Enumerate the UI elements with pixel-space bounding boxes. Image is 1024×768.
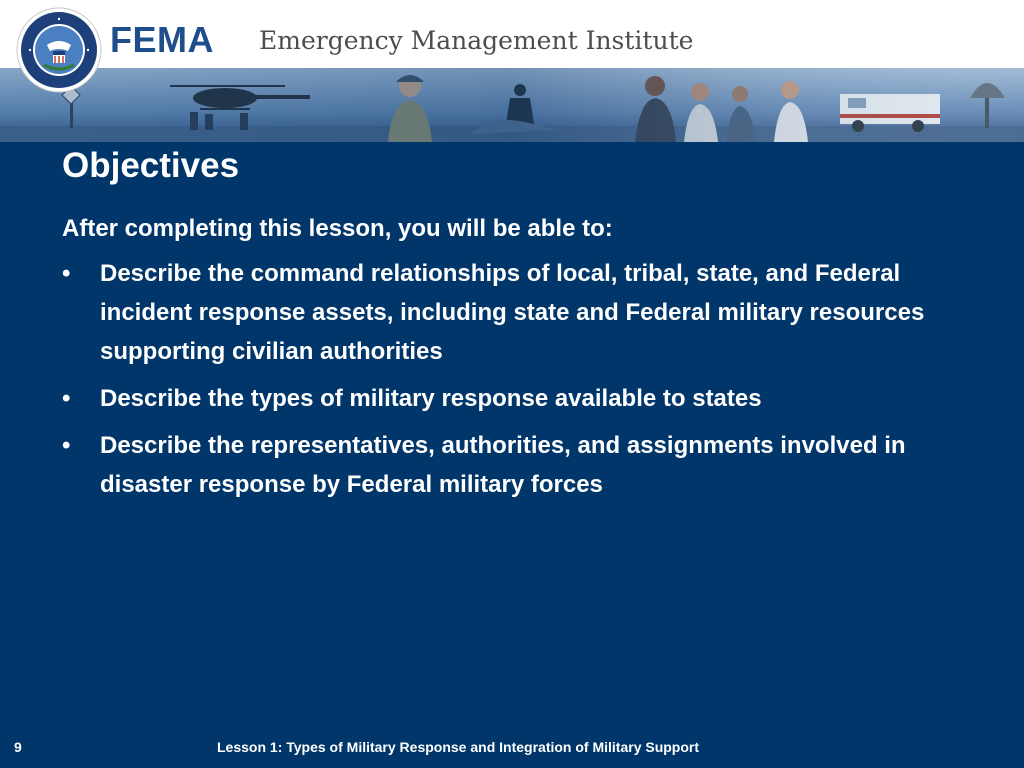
institute-name: Emergency Management Institute: [259, 26, 694, 55]
bullet-icon: •: [62, 260, 71, 287]
list-item: [62, 426, 962, 504]
objectives-list: [62, 254, 962, 512]
page-number: 9: [14, 739, 22, 755]
fema-logo-text: FEMA: [110, 19, 214, 60]
bullet-icon: •: [62, 432, 71, 459]
list-item-text: Describe the types of military response available to states: [100, 385, 762, 412]
slide-title: Objectives: [62, 146, 240, 185]
list-item-text: Describe the representatives, authorities, and assignments involved in disaster response by Federal military forces: [100, 432, 906, 498]
footer-lesson-title: Lesson 1: Types of Military Response and Integration of Military Support: [217, 739, 700, 755]
photo-collage: [0, 68, 1024, 142]
dhs-seal-icon: [16, 7, 102, 93]
header-bar: [0, 0, 1024, 68]
list-item-text: Describe the command relationships of local, tribal, state, and Federal incident response assets, including state and Federal military resources supporting civilian authorities: [100, 260, 925, 365]
list-item: [62, 254, 962, 371]
list-item: [62, 379, 962, 418]
photo-banner: [0, 68, 1024, 142]
bullet-icon: •: [62, 385, 71, 412]
slide-intro: After completing this lesson, you will be able to:: [62, 215, 613, 242]
